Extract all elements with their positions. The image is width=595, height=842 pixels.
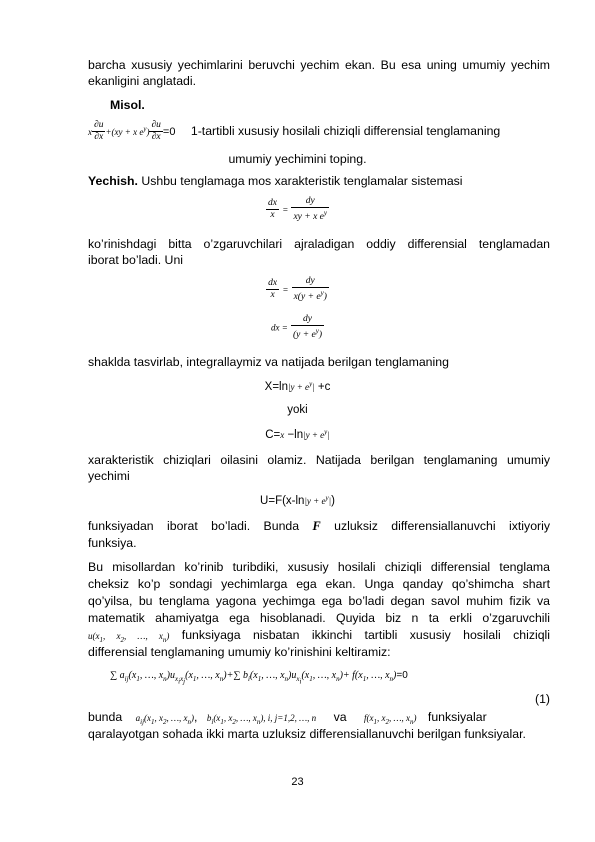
page-number: 23 — [291, 776, 304, 788]
dx-equation: dx = $\frac{dy}{(y + e^y)}$ — [270, 314, 323, 341]
paragraph-line: iborat bo’ladi. Uni — [88, 253, 184, 267]
paragraph-line: differensial tenglamaning umumiy ko’rinishini keltiramiz: — [88, 645, 391, 659]
c-equation: $C=x -\ln|y + e^y|$ — [265, 428, 330, 441]
paragraph-line: xarakteristik chiziqlari oilasini olamiz. Natijada berilgan tenglamaning umumiy — [88, 453, 550, 467]
characteristic-system: $\frac{dx}{x}$ = $\frac{dy}{xy + x e^y}$ — [268, 196, 327, 223]
example-text: 1-tartibli xususiy hosilali chiziqli differensial tenglamaning — [190, 124, 501, 138]
separated-equation: $\frac{dx}{x}$ = $\frac{dy}{x(y + e^y)}$ — [268, 276, 327, 303]
paragraph-line: barcha xususiy yechimlarini beruvchi yechim ekan. Bu esa uning umumiy yechim — [88, 58, 550, 72]
paragraph-line: yechimi — [88, 469, 130, 483]
general-solution: $U=F(x-\ln|y + e^y|)$ — [260, 494, 335, 507]
u-function: $u(x_1$, $x_2$, …, $x_n$) — [88, 631, 170, 644]
paragraph-line: funksiyadan iborat bo’ladi. Bunda F uzluksiz differensiallanuvchi ixtiyoriy — [88, 519, 551, 533]
integral-equation: $X=\ln|y + e^y| +c$ — [264, 380, 331, 393]
pde-equation: x $\frac{\partial u}{\partial x}$ +(xy + x $e^y$) $\frac{\partial u}{\partial x}$ =0 — [88, 120, 176, 142]
paragraph-line: $u(x_1$, $x_2$, …, $x_n$) funksiyaga nisbatan ikkinchi tartibli xususiy hosilali chiziqli — [88, 628, 550, 644]
paragraph-line: funksiya. — [88, 536, 137, 550]
paragraph-line: ko’rinishdagi bitta o’zgaruvchilari ajraladigan oddiy differensial tenglamadan — [88, 237, 550, 251]
equation-1: ∑ $a_{ij}(x_1$, …, $x_n)u_{x_ix_j}(x_1$, …, $x_n)+\sum$ $b_i(x_1$, …, $x_n)u_{x_i}(x_1$, …, $x_n)+ f(x_1$, …, $x_n)=0$ — [110, 670, 408, 686]
paragraph-line: shaklda tasvirlab, integrallaymiz va natijada berilgan tenglamaning — [88, 355, 449, 369]
paragraph-line: ekanligini anglatadi. — [88, 74, 197, 88]
paragraph-line: bunda $a_{ij}(x_1$, $x_2$, …, $x_n$), $b_i(x_1$, $x_2$, …, $x_n$), i, j=1,2, …, n va $f(x_1$, $x_2$, …, $x_n$) funksiyalar — [88, 710, 487, 726]
paragraph-line: matematik ahamiyatga ega hisoblanadi. Quyida biz n ta erkli o’zgaruvchili — [88, 611, 550, 625]
example-equation-line — [88, 120, 550, 150]
paragraph-line: qaralayotgan sohada ikki marta uzluksiz differensiallanuvchi berilgan funksiyalar. — [88, 727, 526, 741]
paragraph-line: qo’yilsa, bu tenglama yagona yechimga ega bo’ladi degan savol muhim fizik va — [88, 594, 550, 608]
example-text-line2: umumiy yechimini toping. — [228, 152, 367, 166]
paragraph-line: Bu misollardan ko’rinib turibdiki, xususiy hosilali chiziqli differensial tenglama — [88, 560, 550, 574]
solution-line: Yechish. Ushbu tenglamaga mos xarakteristik tenglamalar sistemasi — [88, 174, 463, 188]
solution-label: Yechish. — [88, 174, 138, 188]
yoki-word: yoki — [287, 404, 308, 416]
paragraph-line: cheksiz ko’p sondagi yechimlarga ega ekan. Unga qanday qo’shimcha shart — [88, 577, 550, 591]
example-heading: Misol. — [110, 98, 145, 112]
equation-number: (1) — [534, 692, 550, 706]
